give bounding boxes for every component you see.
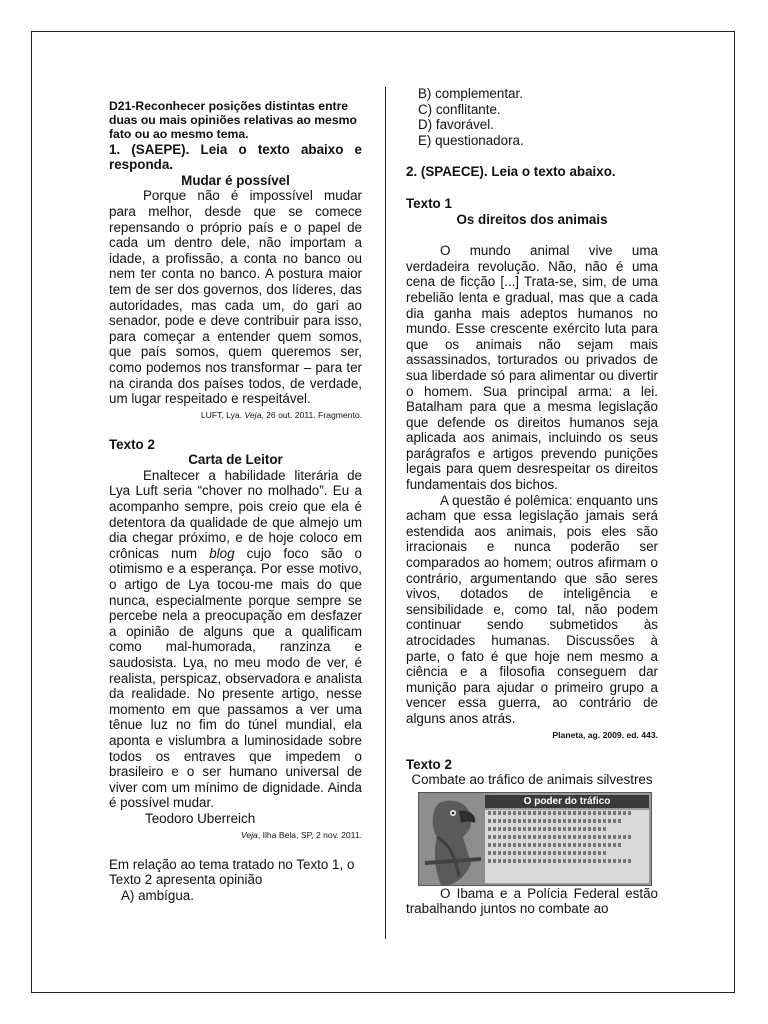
option-b: B) complementar.: [418, 86, 523, 101]
text1-title: Mudar é possível: [181, 172, 290, 188]
texto1-paragraph-2: A questão é polêmica: enquanto uns acham que essa legislação jamais será estendida aos animais, pois eles são irracionais e nunca poderão ser comparados ao homem; outros afirmam o contrário, argumentando que são seres vivos, dotados de inteligência e sensibilidade e, como tal, não podem continuar sendo submetidos às atrocidades humanas. Discussões à parte, o fato é que hoje nem mesmo a ciência e a filosofia conseguem dar munição para ajudar o primeiro grupo a vencer essa guerra, ao contrário de alguns anos atrás.: [406, 492, 658, 726]
parrot-icon: [419, 793, 489, 886]
trafficking-figure: [418, 792, 652, 886]
text2-body: Enaltecer a habilidade literária de Lya Luft seria “chover no molhado”. Eu a acompanho sempre, pois creio que ela é detentora da qualidade de que almejo um dia chegar próximo, e de hoje coloco em crônicas num blog cujo foco são o otimismo e a esperança. Por esse motivo, o artigo de Lya tocou-me mais do que nunca, especialmente porque sempre se percebe nela a preocupação em desfazer a opinião de alguns que a qualificam como mal-humorada, ranzinza e saudosista. Lya, no meu modo de ver, é realista, perspicaz, observadora e analista da realidade. No presente artigo, nesse momento em que passamos a ver uma tênue luz no fim do túnel mundial, ela aponta e vislumbra a luminosidade sobre todos os entraves que impedem o brasileiro e o ser humano universal de viver com um mínimo de dignidade. Ainda é possível mudar.: [109, 467, 363, 811]
texto1-source: Planeta, ag. 2009. ed. 443.: [552, 729, 658, 740]
texto2-label: Texto 2: [406, 756, 452, 772]
texto1-label: Texto 1: [406, 195, 452, 211]
column-divider: [385, 87, 386, 939]
figure-textbox: [485, 810, 649, 883]
texto2-title: Combate ao tráfico de animais silvestres: [411, 772, 653, 788]
option-d: D) favorável.: [418, 117, 494, 133]
option-c: C) conflitante.: [418, 101, 501, 117]
left-column: [109, 99, 362, 903]
text1-body: Porque não é impossível mudar para melhor, desde que se comece repensando o próprio país e o papel de cada um dentro dele, não importam a idade, a profissão, a conta no banco ou nem ter conta no banco. A postura maior tem de ser dos governos, dos líderes, das autoridades, mas cada um, do gari ao senador, pode e deve contribuir para isso, para começar a entender quem somos, que país somos, quem queremos ser, como podemos nos transformar – para ter na ciranda dos países todos, de verdade, um lugar respeitado e respeitável.: [109, 188, 362, 407]
text2-label: Texto 2: [109, 436, 155, 452]
question-2-heading: 2. (SPAECE). Leia o texto abaixo.: [406, 164, 616, 180]
texto1-paragraph-1: O mundo animal vive uma verdadeira revolução. Não, não é uma cena de ficção [...] Trata-se, sim, de uma rebelião lenta e gradual, mas que a cada dia ganha mais adeptos humanos no mundo. Esse crescente exército luta para que os animais não sejam mais assassinados, torturados ou privados de sua liberdade só para alimentar ou divertir o homem. Sua principal arma: a lei. Batalham para que a mesma legislação que defende os direitos humanos seja aplicada aos animais, incluindo os seus parágrafos e artigos prevendo punições legais para quem desrespeitar os direitos fundamentais dos bichos.: [406, 243, 658, 493]
texto2-body: O Ibama e a Polícia Federal estão trabalhando juntos no combate ao: [406, 885, 658, 917]
text2-title: Carta de Leitor: [188, 452, 283, 468]
right-column: [406, 86, 658, 917]
question-stem: Em relação ao tema tratado no Texto 1, o Texto 2 apresenta opinião: [109, 856, 355, 888]
option-a: A) ambígua.: [121, 887, 194, 903]
texto1-title: Os direitos dos animais: [456, 211, 608, 227]
text2-author: Teodoro Uberreich: [145, 810, 256, 826]
option-e: E) questionadora.: [418, 132, 524, 148]
text1-source: LUFT, Lya. Veja, 26 out. 2011. Fragmento.: [200, 409, 362, 420]
text2-source: Veja, Ilha Bela, SP, 2 nov. 2011.: [240, 829, 362, 840]
skill-descriptor: D21-Reconhecer posições distintas entre duas ou mais opiniões relativas ao mesmo fato ou ao mesmo tema.: [109, 99, 357, 142]
question-1-heading: 1. (SAEPE). Leia o texto abaixo e responda.: [109, 141, 362, 173]
figure-banner: O poder do tráfico: [485, 795, 649, 808]
